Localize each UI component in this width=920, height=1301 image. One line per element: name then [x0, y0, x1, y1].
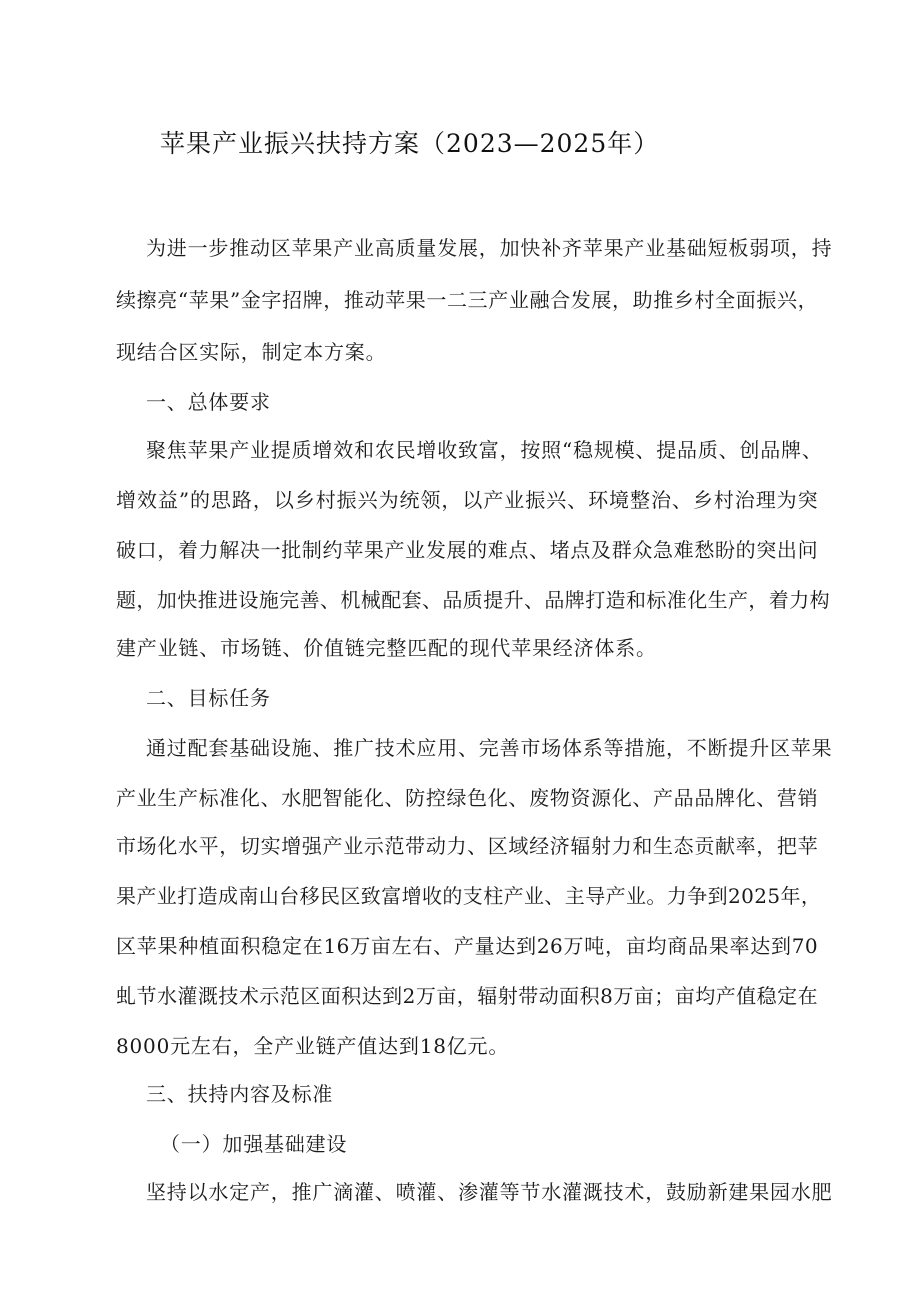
paragraph-intro-line-1: 为进一步推动区苹果产业高质量发展，加快补齐苹果产业基础短板弱项，持 [146, 236, 833, 260]
paragraph-infrastructure-line-1: 坚持以水定产，推广滴灌、喷灌、渗灌等节水灌溉技术，鼓励新建果园水肥 [146, 1180, 833, 1204]
section-heading-3: 三、扶持内容及标准 [146, 1082, 334, 1106]
paragraph-requirements-line-1: 聚焦苹果产业提质增效和农民增收致富，按照“稳规模、提品质、创品牌、 [146, 438, 823, 462]
document-title: 苹果产业振兴扶持方案（2023—2025年） [160, 129, 660, 158]
paragraph-targets-line-2: 产业生产标准化、水肥智能化、防控绿色化、废物资源化、产品品牌化、营销 [116, 786, 818, 810]
paragraph-targets-line-5: 区苹果种植面积稳定在16万亩左右、产量达到26万吨，亩均商品果率达到70 [116, 934, 818, 958]
paragraph-requirements-line-3: 破口，着力解决一批制约苹果产业发展的难点、堵点及群众急难愁盼的突出问 [116, 538, 818, 562]
paragraph-targets-line-7: 8000元左右，全产业链产值达到18亿元。 [116, 1034, 510, 1058]
paragraph-targets-line-3: 市场化水平，切实增强产业示范带动力、区域经济辐射力和生态贡献率，把苹 [116, 834, 818, 858]
paragraph-requirements-line-4: 题，加快推进设施完善、机械配套、品质提升、品牌打造和标准化生产，着力构 [116, 588, 830, 612]
paragraph-requirements-line-5: 建产业链、市场链、价值链完整匹配的现代苹果经济体系。 [116, 636, 657, 660]
paragraph-intro-line-3: 现结合区实际，制定本方案。 [116, 340, 387, 364]
paragraph-intro-line-2: 续擦亮“苹果”金字招牌，推动苹果一二三产业融合发展，助推乡村全面振兴， [116, 288, 818, 312]
paragraph-requirements-line-2: 增效益”的思路，以乡村振兴为统领，以产业振兴、环境整治、乡村治理为突 [116, 488, 818, 512]
section-heading-1: 一、总体要求 [146, 390, 271, 414]
section-heading-2: 二、目标任务 [146, 686, 271, 710]
paragraph-targets-line-4: 果产业打造成南山台移民区致富增收的支柱产业、主导产业。力争到2025年， [116, 884, 822, 908]
subsection-heading-1: （一）加强基础建设 [160, 1132, 348, 1156]
paragraph-targets-line-6: 虬节水灌溉技术示范区面积达到2万亩，辐射带动面积8万亩；亩均产值稳定在 [116, 984, 818, 1008]
paragraph-targets-line-1: 通过配套基础设施、推广技术应用、完善市场体系等措施，不断提升区苹果 [146, 736, 833, 760]
